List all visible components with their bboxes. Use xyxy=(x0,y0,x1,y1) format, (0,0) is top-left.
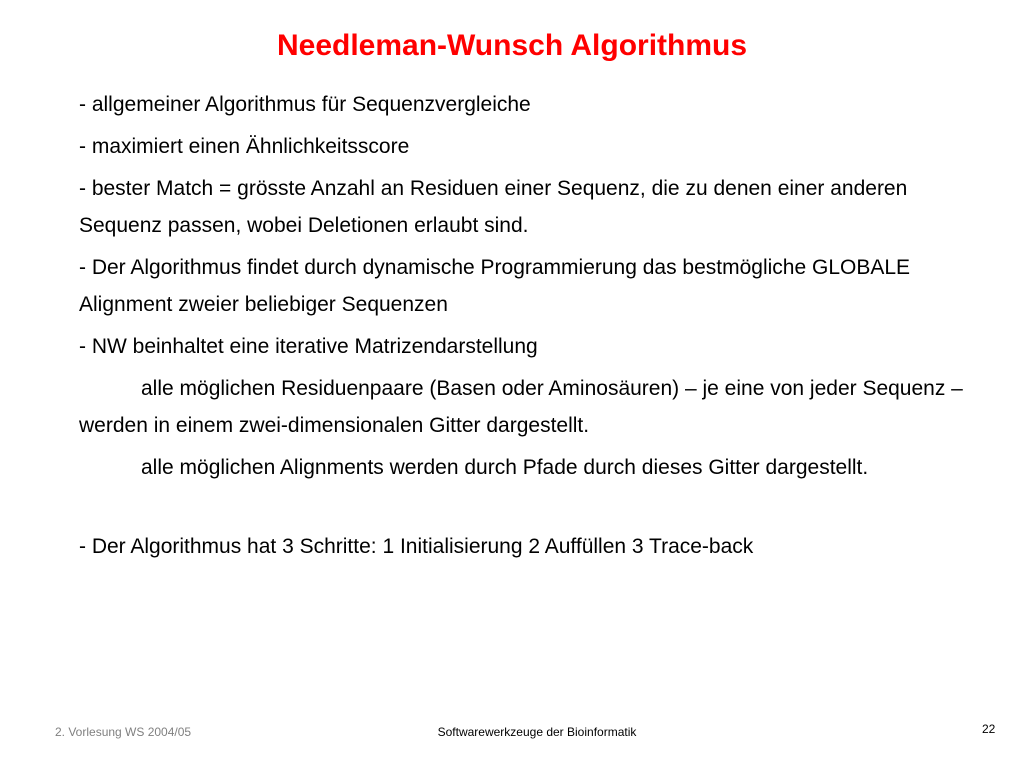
footer-lecture: 2. Vorlesung WS 2004/05 xyxy=(55,725,192,739)
footer-course-title: Softwarewerkzeuge der Bioinformatik xyxy=(437,725,637,739)
bullet-matrix-representation: - NW beinhaltet eine iterative Matrizendarstellung xyxy=(79,335,538,358)
bullet-best-match: - bester Match = grösste Anzahl an Residuen einer Sequenz, die zu denen einer anderen Sequenz passen, wobei Deletionen erlaubt sind. xyxy=(79,177,908,237)
sub-paragraph-alignment-paths xyxy=(79,449,979,486)
blank-line xyxy=(79,491,979,528)
footer-page-number: 22 xyxy=(982,722,996,736)
slide-body xyxy=(79,86,979,570)
bullet-three-steps: - Der Algorithmus hat 3 Schritte: 1 Initialisierung 2 Auffüllen 3 Trace-back xyxy=(79,535,754,558)
slide-title: Needleman-Wunsch Algorithmus xyxy=(276,29,748,62)
bullet-dynamic-programming: - Der Algorithmus findet durch dynamische Programmierung das bestmögliche GLOBALE Alignment zweier beliebiger Sequenzen xyxy=(79,256,911,316)
residue-pairs-text: alle möglichen Residuenpaare (Basen oder Aminosäuren) – je eine von jeder Sequenz – werden in einem zwei-dimensionalen Gitter dargestellt. xyxy=(79,377,963,437)
bullet-general-algorithm: - allgemeiner Algorithmus für Sequenzvergleiche xyxy=(79,93,531,116)
sub-paragraph-residue-pairs xyxy=(79,370,979,444)
bullet-similarity-score: - maximiert einen Ähnlichkeitsscore xyxy=(79,135,410,158)
alignment-paths-text: alle möglichen Alignments werden durch Pfade durch dieses Gitter dargestellt. xyxy=(141,456,869,479)
